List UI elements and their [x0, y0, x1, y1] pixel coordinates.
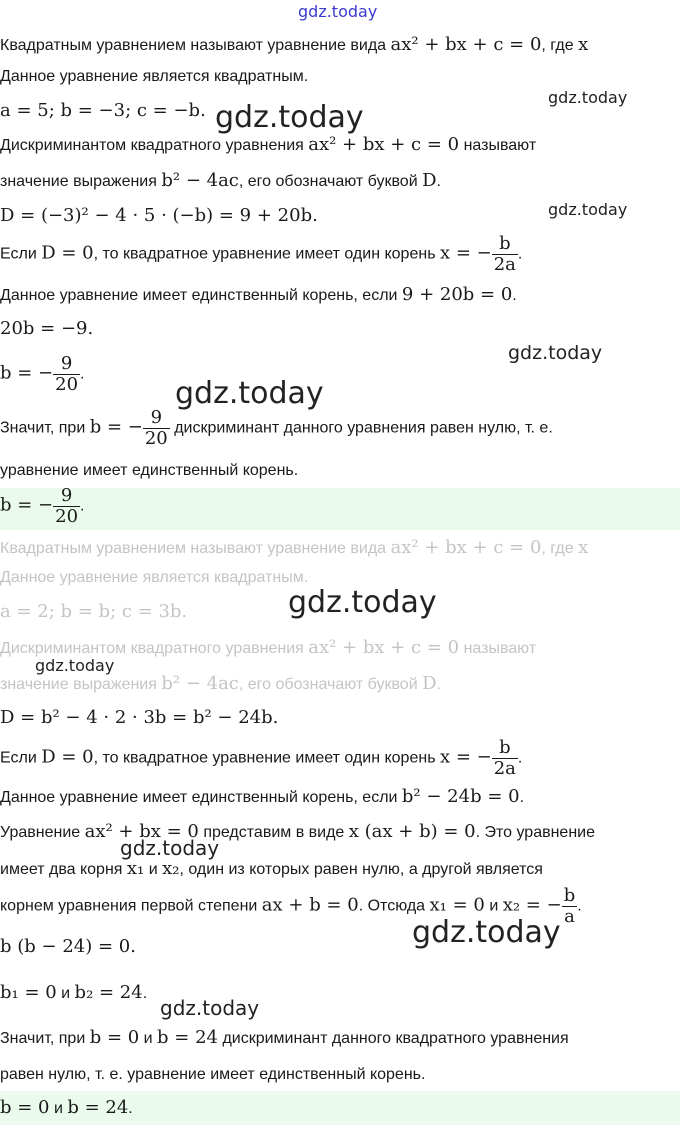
- numerator: b: [492, 234, 518, 255]
- math: b = −: [0, 362, 54, 384]
- denominator: 20: [55, 374, 79, 395]
- numerator: b: [492, 738, 518, 759]
- numerator: 9: [143, 408, 170, 429]
- p1-line-discriminant-def: [0, 134, 536, 157]
- denominator: 2a: [493, 758, 516, 779]
- text: значение выражения: [0, 676, 162, 693]
- text: , где: [541, 37, 579, 54]
- math: b = 24: [67, 1097, 129, 1118]
- math: ax² + bx + c = 0: [308, 134, 460, 155]
- math: b² − 24b = 0: [401, 786, 520, 807]
- text: Значит, при: [0, 419, 90, 437]
- p1-line-20b: 20b = −9.: [0, 318, 94, 339]
- watermark: gdz.today: [288, 585, 437, 620]
- p1-line-discriminant-calc: D = (−3)² − 4 · 5 · (−b) = 9 + 20b.: [0, 205, 318, 226]
- p1-line-condition: [0, 284, 517, 307]
- watermark: gdz.today: [35, 656, 115, 675]
- text: дискриминант данного квадратного уравнения: [218, 1030, 569, 1047]
- watermark: gdz.today: [548, 88, 628, 107]
- p1-line-conclusion: [0, 408, 553, 449]
- text: называют: [459, 137, 537, 154]
- text: , то квадратное уравнение имеет один корень: [93, 749, 440, 767]
- watermark: gdz.today: [548, 200, 628, 219]
- math: b = −: [89, 416, 143, 438]
- text: Квадратным уравнением называют уравнение вида: [0, 540, 391, 557]
- text: представим в виде: [198, 824, 349, 841]
- math: b = 0: [0, 1097, 50, 1118]
- numerator: 9: [53, 354, 80, 375]
- math: b² − 4ac: [161, 673, 239, 694]
- denominator: 20: [144, 428, 168, 449]
- p1-line-conclusion-2: уравнение имеет единственный корень.: [0, 462, 299, 479]
- numerator: 9: [53, 486, 80, 507]
- p2-line-factor: [0, 821, 595, 844]
- math: x₂ = −: [502, 894, 562, 916]
- watermark-top: gdz.today: [298, 2, 378, 21]
- math: b₁ = 0: [0, 982, 57, 1003]
- text: , то квадратное уравнение имеет один корень: [93, 245, 440, 263]
- fraction: [562, 886, 578, 927]
- denominator: 20: [55, 506, 79, 527]
- text: и: [484, 897, 503, 915]
- math: x = −: [439, 242, 492, 264]
- watermark: gdz.today: [175, 376, 324, 411]
- math: x: [578, 34, 589, 55]
- text: , один из которых равен нулю, а другой является: [179, 861, 543, 878]
- text: Данное уравнение имеет единственный корень, если: [0, 789, 402, 806]
- watermark: gdz.today: [412, 915, 561, 950]
- fraction: [143, 408, 170, 449]
- text: .: [80, 497, 85, 515]
- text: и: [56, 985, 75, 1002]
- p1-line-definition: [0, 34, 588, 57]
- fraction: [53, 354, 80, 395]
- math: b = −: [0, 494, 54, 516]
- text: .: [142, 985, 148, 1002]
- p2-line-discriminant-calc: D = b² − 4 · 2 · 3b = b² − 24b.: [0, 707, 279, 728]
- text: .: [519, 789, 525, 806]
- text: и: [144, 861, 163, 878]
- p2-line-roots: [0, 982, 147, 1005]
- text: . Отсюда: [358, 897, 430, 915]
- p2-line-one-root-rule: [0, 738, 522, 779]
- text: Если: [0, 245, 42, 263]
- math: x₁ = 0: [429, 894, 485, 916]
- p1-line-b-value: [0, 354, 85, 395]
- text: , его обозначают буквой: [238, 173, 423, 190]
- p2-line-definition: [0, 537, 588, 560]
- text: .: [128, 1100, 133, 1117]
- text: корнем уравнения первой степени: [0, 897, 262, 915]
- math: x (ax + b) = 0: [348, 821, 476, 842]
- text: .: [512, 287, 517, 304]
- denominator: 2a: [493, 254, 516, 275]
- watermark: gdz.today: [160, 996, 260, 1020]
- math: b₂ = 24: [74, 982, 143, 1003]
- math: x₁: [126, 858, 145, 879]
- text: .: [80, 365, 85, 383]
- math: x: [578, 537, 589, 558]
- math: ax² + bx + c = 0: [390, 537, 542, 558]
- p2-line-conclusion: [0, 1027, 569, 1050]
- math: ax + b = 0: [261, 894, 359, 916]
- p1-line-is-quadratic: Данное уравнение является квадратным.: [0, 68, 309, 85]
- p2-line-factored: b (b − 24) = 0.: [0, 936, 136, 957]
- text: Дискриминантом квадратного уравнения: [0, 640, 309, 657]
- text: и: [139, 1030, 158, 1047]
- text: Дискриминантом квадратного уравнения: [0, 137, 309, 154]
- text: дискриминант данного уравнения равен нулю, т. е.: [169, 419, 553, 437]
- text: .: [577, 897, 582, 915]
- text: называют: [459, 640, 537, 657]
- p2-line-is-quadratic: Данное уравнение является квадратным.: [0, 569, 309, 586]
- math: ax² + bx + c = 0: [390, 34, 542, 55]
- p1-line-one-root-rule: [0, 234, 522, 275]
- p2-line-discriminant-expr: [0, 673, 441, 696]
- numerator: b: [563, 885, 576, 906]
- denominator: a: [564, 906, 575, 927]
- text: .: [436, 173, 441, 190]
- fraction: [492, 738, 518, 779]
- text: , его обозначают буквой: [238, 676, 423, 693]
- p2-line-condition: [0, 786, 524, 809]
- answer-highlight-1: [0, 488, 680, 530]
- text: .: [517, 245, 523, 263]
- p1-line-discriminant-expr: [0, 170, 441, 193]
- math: D: [422, 673, 437, 694]
- text: Данное уравнение имеет единственный корень, если: [0, 287, 402, 304]
- math: ax² + bx + c = 0: [308, 637, 460, 658]
- text: значение выражения: [0, 173, 162, 190]
- watermark: gdz.today: [508, 342, 603, 364]
- text: Квадратным уравнением называют уравнение вида: [0, 37, 391, 54]
- math: ax² + bx = 0: [84, 821, 199, 842]
- text: Значит, при: [0, 1030, 90, 1047]
- text: и: [49, 1100, 68, 1117]
- text: .: [436, 676, 441, 693]
- text: , где: [541, 540, 579, 557]
- p1-line-coefficients: a = 5; b = −3; c = −b.: [0, 100, 206, 121]
- watermark: gdz.today: [215, 100, 364, 135]
- text: .: [517, 749, 523, 767]
- fraction: [53, 486, 80, 527]
- watermark: gdz.today: [120, 836, 220, 860]
- math: b = 0: [89, 1027, 140, 1048]
- text: . Это уравнение: [475, 824, 595, 841]
- p2-line-two-roots: [0, 858, 543, 881]
- text: Если: [0, 749, 42, 767]
- text: Уравнение: [0, 824, 85, 841]
- math: D: [422, 170, 437, 191]
- text: имеет два корня: [0, 861, 127, 878]
- math: D = 0: [41, 746, 94, 768]
- math: 9 + 20b = 0: [401, 284, 513, 305]
- p2-line-conclusion-2: равен нулю, т. е. уравнение имеет единственный корень.: [0, 1066, 426, 1083]
- math: D = 0: [41, 242, 94, 264]
- fraction: [492, 234, 518, 275]
- p2-line-coefficients: a = 2; b = b; c = 3b.: [0, 601, 188, 622]
- math: b² − 4ac: [161, 170, 239, 191]
- p2-answer: [0, 1097, 133, 1120]
- math: x = −: [439, 746, 492, 768]
- math: b = 24: [157, 1027, 218, 1048]
- p1-answer: [0, 486, 85, 527]
- math: x₂: [162, 858, 180, 879]
